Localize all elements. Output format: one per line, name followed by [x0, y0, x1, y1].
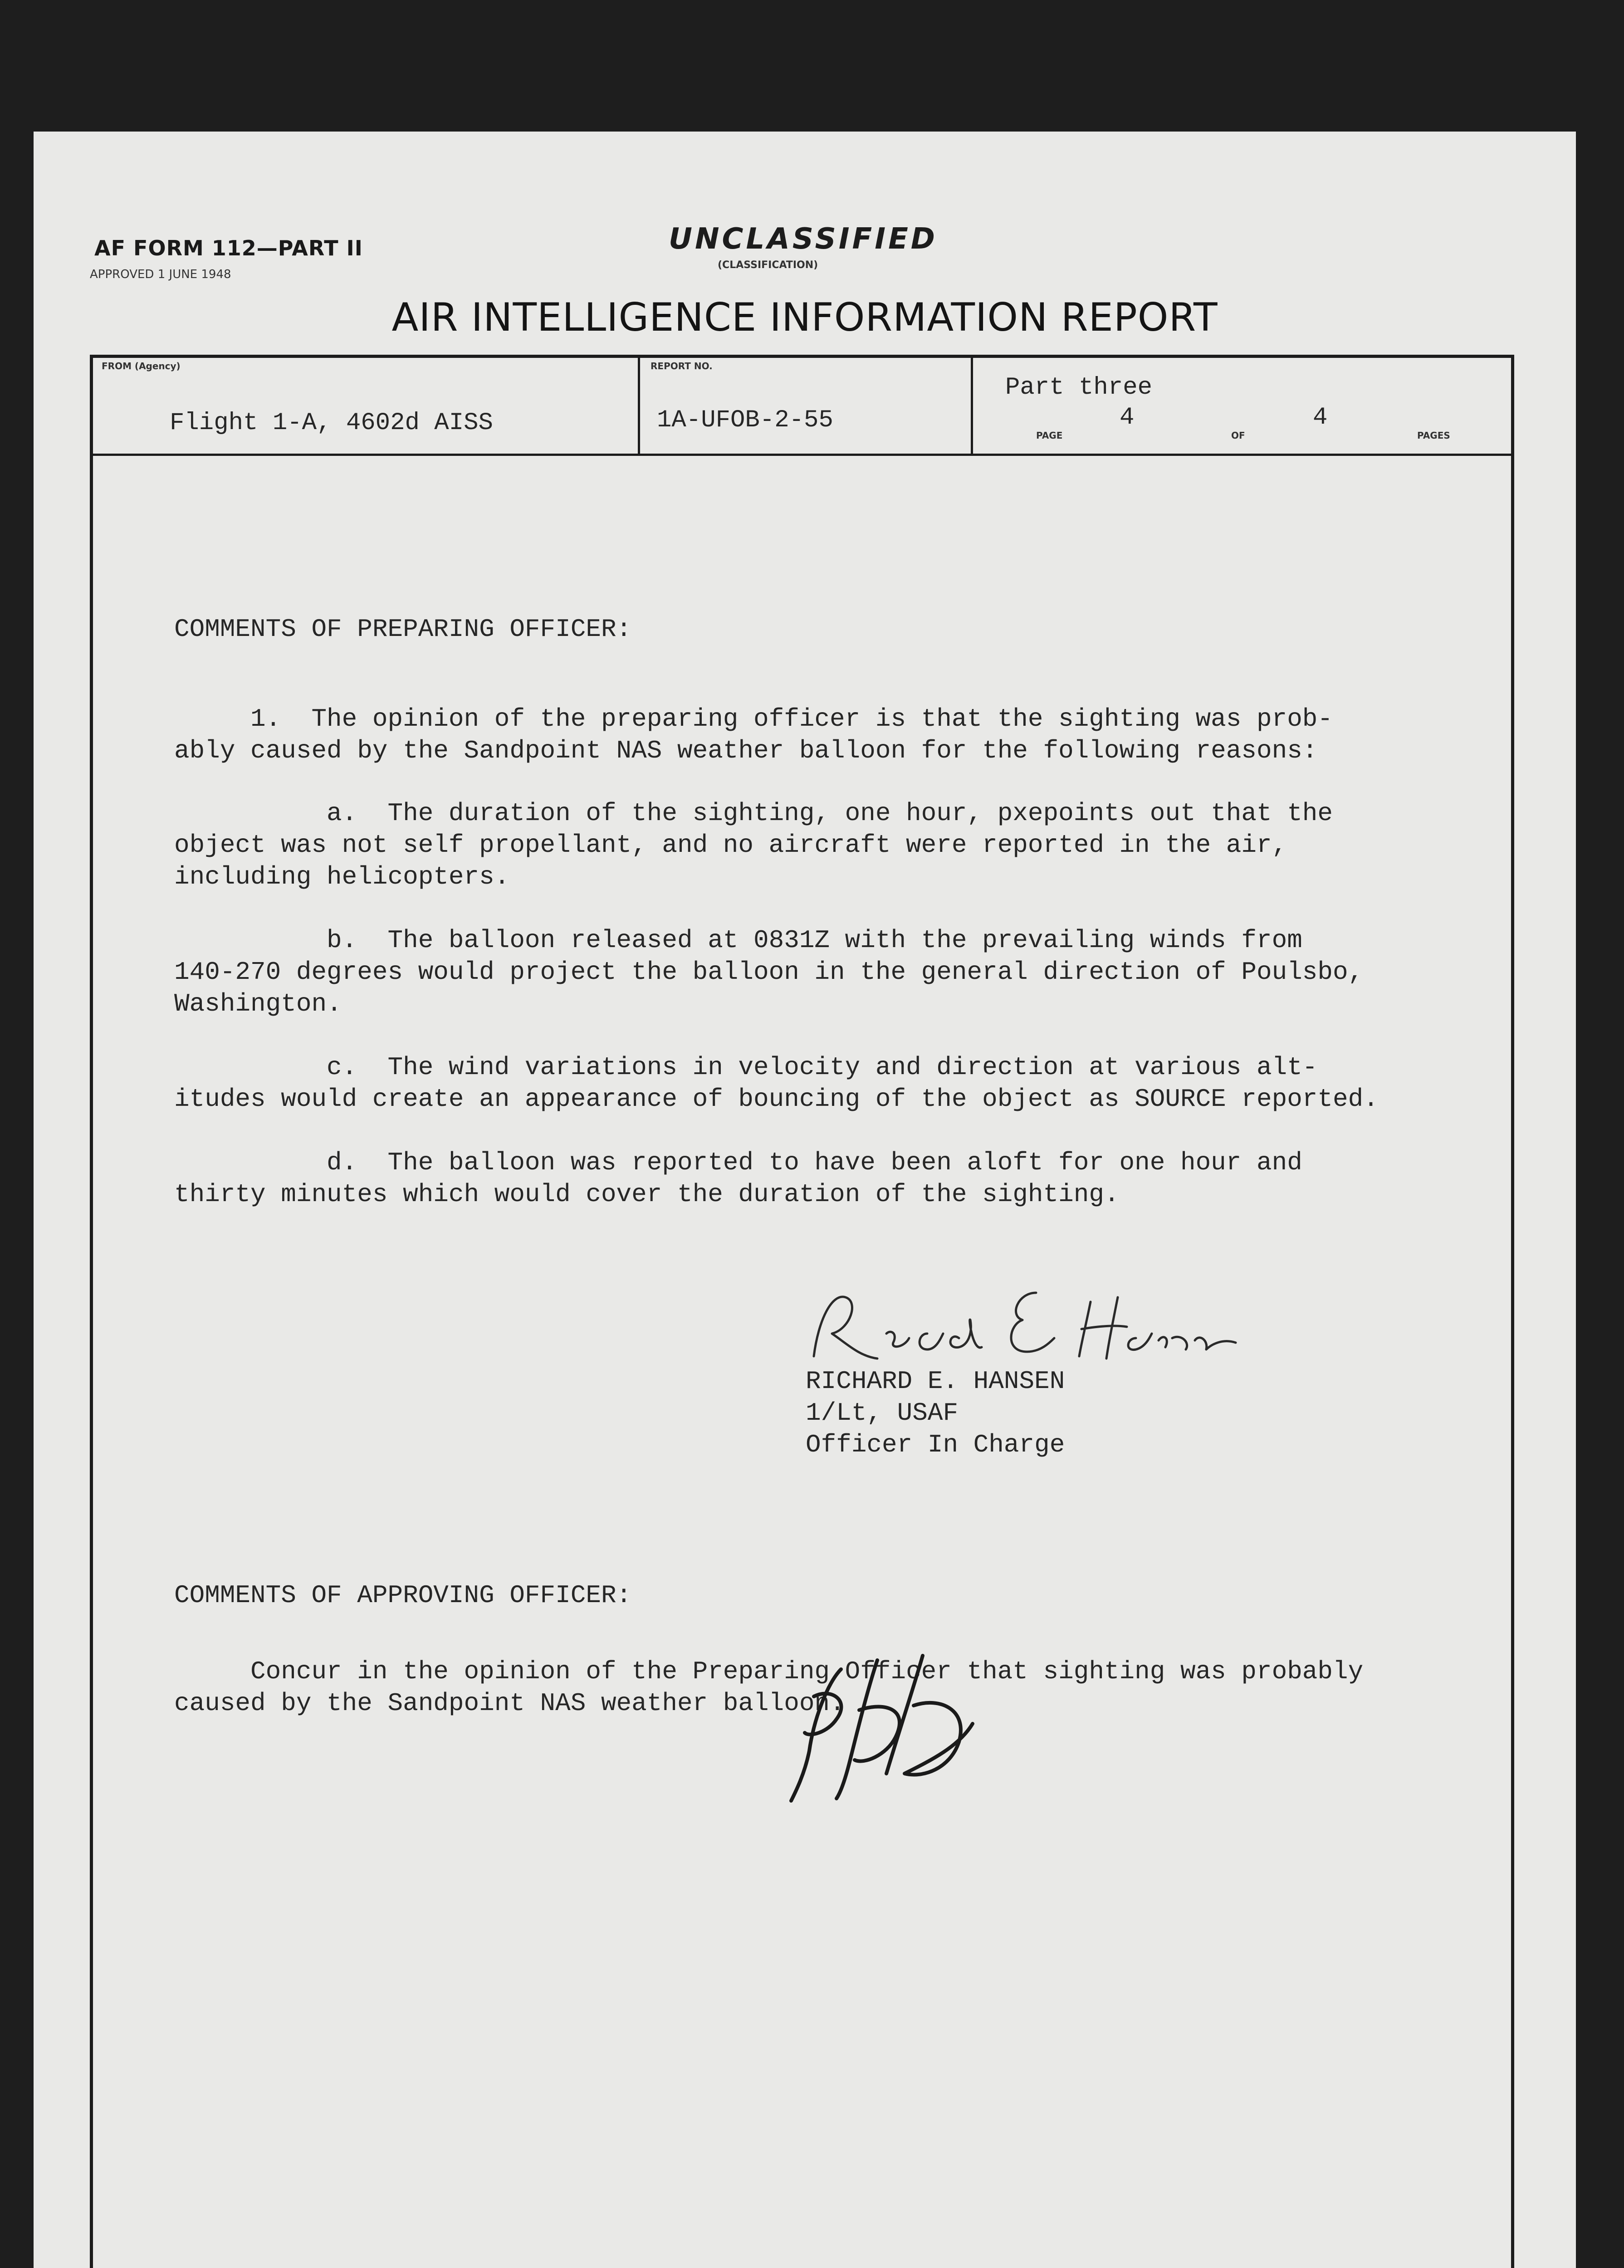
from-label: FROM (Agency): [102, 361, 181, 371]
from-value: Flight 1-A, 4602d AISS: [170, 409, 493, 437]
report-title: AIR INTELLIGENCE INFORMATION REPORT: [391, 295, 1218, 340]
page-label: PAGE: [1036, 430, 1063, 441]
classification-stamp-top: UNCLASSIFIED: [669, 222, 938, 256]
header-separator-2: [971, 355, 973, 455]
part-value: Part three: [1005, 374, 1153, 401]
page-value: 4: [1120, 404, 1135, 431]
signer-name: RICHARD E. HANSEN: [806, 1367, 1065, 1396]
report-no-label: REPORT NO.: [651, 361, 713, 371]
preparing-paragraph-c: c. The wind variations in velocity and direction at various alt- itudes would create an appearance of bouncing of the object as SOURCE reported.: [174, 1053, 1379, 1114]
document-page: [34, 132, 1576, 2268]
report-no-value: 1A-UFOB-2-55: [657, 406, 833, 434]
pages-label: PAGES: [1417, 430, 1450, 441]
form-id: AF FORM 112—PART II: [94, 236, 363, 260]
approving-officer-heading: COMMENTS OF APPROVING OFFICER:: [174, 1581, 632, 1610]
preparing-officer-heading: COMMENTS OF PREPARING OFFICER:: [174, 615, 632, 644]
of-label: OF: [1231, 430, 1245, 441]
signer-title: Officer In Charge: [806, 1430, 1065, 1459]
header-separator-1: [638, 355, 640, 455]
header-divider: [90, 454, 1514, 456]
approving-paragraph: Concur in the opinion of the Preparing Officer that sighting was probably caused by the Sandpoint NAS weather balloon.: [174, 1657, 1364, 1718]
preparing-paragraph-1: 1. The opinion of the preparing officer is that the sighting was prob- ably caused by the Sandpoint NAS weather balloon for the following reasons:: [174, 704, 1333, 765]
preparing-paragraph-a: a. The duration of the sighting, one hour, pxepoints out that the object was not self propellant, and no aircraft were reported in the air, including helicopters.: [174, 799, 1333, 891]
approving-officer-initials-signature: [778, 1642, 1013, 1805]
form-approved-date: APPROVED 1 JUNE 1948: [90, 268, 231, 281]
preparing-paragraph-b: b. The balloon released at 0831Z with the prevailing winds from 140-270 degrees would project the balloon in the general direction of Poulsbo, Washington.: [174, 926, 1364, 1018]
preparing-paragraph-d: d. The balloon was reported to have been aloft for one hour and thirty minutes which would cover the duration of the sighting.: [174, 1148, 1302, 1209]
of-value: 4: [1313, 404, 1328, 431]
classification-label-top: (CLASSIFICATION): [718, 259, 818, 271]
signer-rank: 1/Lt, USAF: [806, 1398, 959, 1427]
